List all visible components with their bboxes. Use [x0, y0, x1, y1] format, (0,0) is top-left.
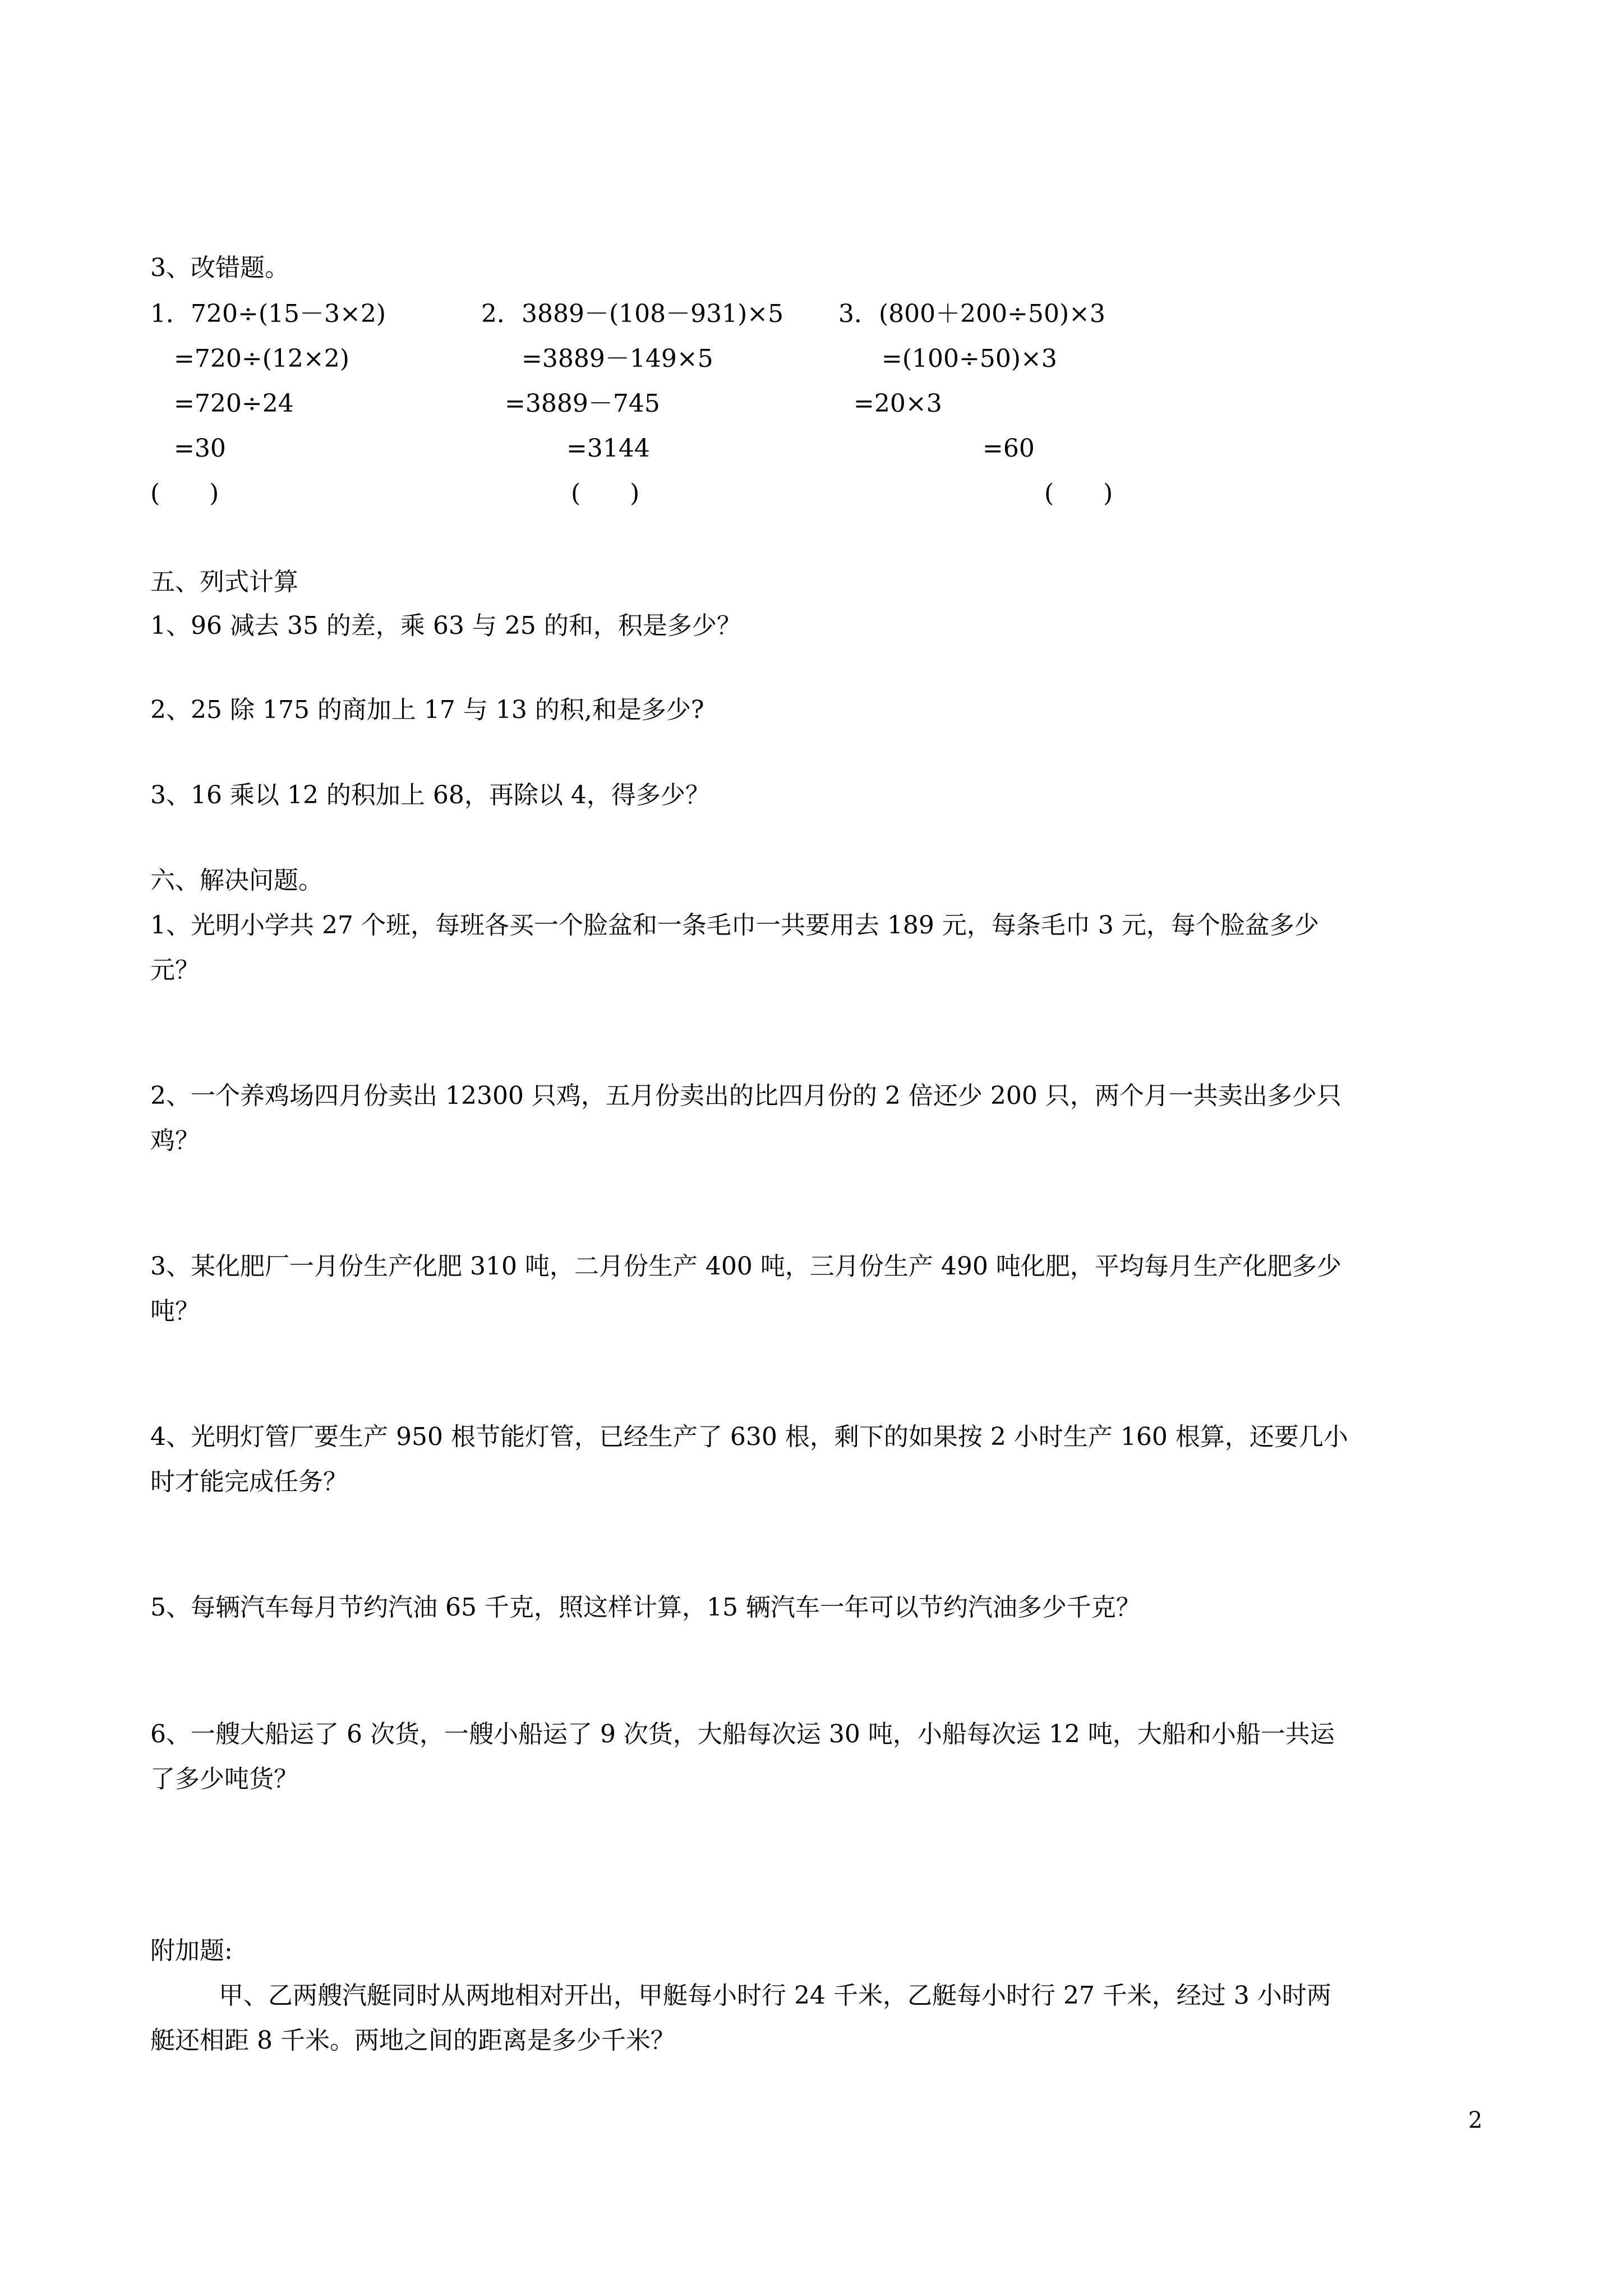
problem3-step0: 3．(800＋200÷50)×3 [838, 300, 1106, 328]
problem3-step3: =60 [983, 434, 1035, 463]
bonus-heading: 附加题: [150, 1936, 233, 1965]
section6-item-5-line1: 5、每辆汽车每月节约汽油 65 千克，照这样计算，15 辆汽车一年可以节约汽油多少千克？ [150, 1593, 1141, 1622]
section3-heading: 3、改错题。 [150, 254, 289, 282]
section6-item-1-line2: 元？ [150, 956, 200, 984]
section5-item-2: 2、25 除 175 的商加上 17 与 13 的积,和是多少? [150, 696, 704, 724]
problem1-step3: =30 [174, 434, 226, 463]
section5-heading: 五、列式计算 [150, 568, 298, 596]
bonus-line1: 甲、乙两艘汽艇同时从两地相对开出，甲艇每小时行 24 千米，乙艇每小时行 27 千米，经过 3 小时两 [219, 1981, 1331, 2010]
section6-heading: 六、解决问题。 [150, 866, 323, 895]
section6-item-3-line1: 3、某化肥厂一月份生产化肥 310 吨，二月份生产 400 吨，三月份生产 490 吨化肥，平均每月生产化肥多少 [150, 1252, 1341, 1281]
problem1-step1: =720÷(12×2) [174, 344, 349, 373]
section6-item-4-line2: 时才能完成任务？ [150, 1467, 348, 1496]
section6-item-2-line1: 2、一个养鸡场四月份卖出 12300 只鸡，五月份卖出的比四月份的 2 倍还少 200 只，两个月一共卖出多少只 [150, 1082, 1341, 1110]
problem1-answer[interactable]: ( ) [150, 479, 219, 508]
problem2-answer[interactable]: ( ) [571, 479, 640, 508]
problem3-step1: =(100÷50)×3 [882, 344, 1057, 373]
section6-item-1-line1: 1、光明小学共 27 个班，每班各买一个脸盆和一条毛巾一共要用去 189 元，每条毛巾 3 元，每个脸盆多少 [150, 911, 1319, 940]
problem2-step0: 2．3889－(108－931)×5 [481, 300, 784, 328]
problem3-answer[interactable]: ( ) [1044, 479, 1113, 508]
section5-item-1: 1、96 减去 35 的差，乘 63 与 25 的和，积是多少？ [150, 611, 741, 640]
section5-item-3: 3、16 乘以 12 的积加上 68，再除以 4，得多少？ [150, 781, 710, 809]
problem2-step1: =3889－149×5 [522, 344, 713, 373]
problem2-step2: =3889－745 [505, 389, 660, 418]
page-number: 2 [1468, 2108, 1483, 2133]
bonus-line2: 艇还相距 8 千米。两地之间的距离是多少千米？ [150, 2026, 675, 2055]
section6-item-2-line2: 鸡？ [150, 1126, 200, 1155]
problem2-step3: =3144 [566, 434, 650, 463]
section6-item-3-line2: 吨？ [150, 1297, 200, 1326]
section6-item-4-line1: 4、光明灯管厂要生产 950 根节能灯管，已经生产了 630 根，剩下的如果按 2 小时生产 160 根算，还要几小 [150, 1423, 1348, 1451]
problem1-step0: 1．720÷(15－3×2) [150, 300, 386, 328]
section6-item-6-line2: 了多少吨货？ [150, 1765, 298, 1793]
problem3-step2: =20×3 [854, 389, 942, 418]
problem1-step2: =720÷24 [174, 389, 294, 418]
section6-item-6-line1: 6、一艘大船运了 6 次货，一艘小船运了 9 次货，大船每次运 30 吨，小船每次运 12 吨，大船和小船一共运 [150, 1720, 1335, 1749]
